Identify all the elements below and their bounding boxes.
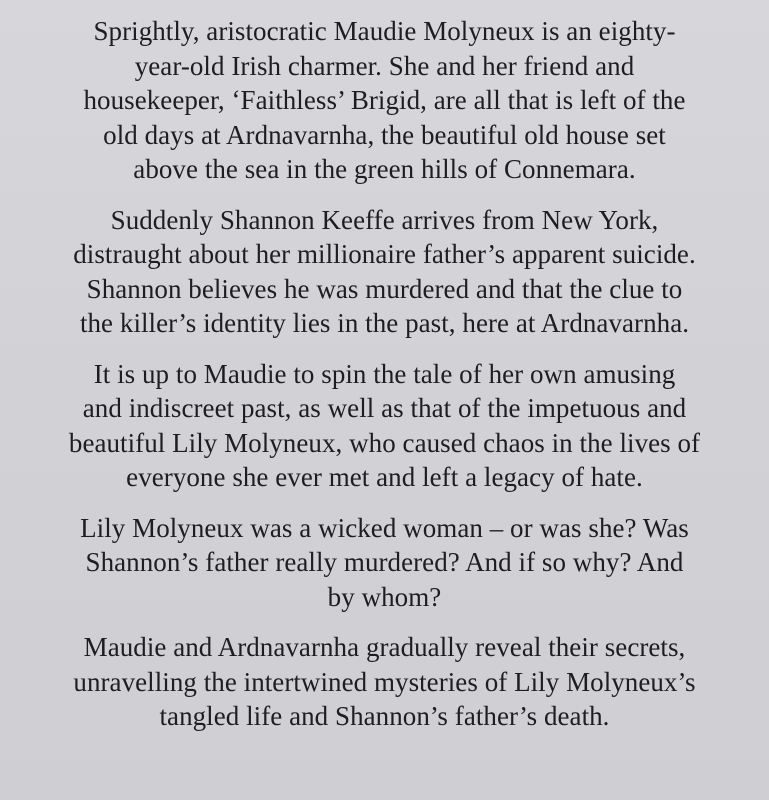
text-line: year-old Irish charmer. She and her friend and	[134, 50, 635, 81]
text-line: housekeeper, ‘Faithless’ Brigid, are all that is left of the	[83, 85, 686, 115]
text-line: tangled life and Shannon’s father’s death.	[159, 701, 610, 731]
text-line: by whom?	[327, 581, 442, 612]
blurb-text	[15, 14, 755, 734]
text-line: and indiscreet past, as well as that of the impetuous and	[82, 393, 687, 423]
text-line: beautiful Lily Molyneux, who caused chaos in the lives of	[68, 427, 701, 458]
text-line: Suddenly Shannon Keeffe arrives from New York,	[110, 204, 659, 235]
blurb-paragraph-4	[15, 511, 755, 615]
blurb-paragraph-5	[15, 630, 755, 734]
text-line: Maudie and Ardnavarnha gradually reveal their secrets,	[83, 632, 686, 662]
text-line: unravelling the intertwined mysteries of Lily Molyneux’s	[73, 666, 696, 697]
text-line: above the sea in the green hills of Connemara.	[133, 154, 636, 184]
text-line: It is up to Maudie to spin the tale of her own amusing	[93, 358, 676, 389]
text-line: everyone she ever met and left a legacy of hate.	[126, 462, 643, 492]
text-line: Sprightly, aristocratic Maudie Molyneux is an eighty-	[93, 16, 676, 46]
text-line: old days at Ardnavarnha, the beautiful old house set	[103, 119, 666, 150]
blurb-paragraph-3	[15, 357, 755, 495]
text-line: distraught about her millionaire father’s apparent suicide.	[73, 239, 696, 269]
text-line: the killer’s identity lies in the past, here at Ardnavarnha.	[79, 308, 690, 338]
blurb-paragraph-2	[15, 203, 755, 341]
text-line: Shannon believes he was murdered and that the clue to	[86, 273, 683, 304]
blurb-paragraph-1	[15, 14, 755, 187]
text-line: Shannon’s father really murdered? And if so why? And	[85, 547, 684, 577]
text-line: Lily Molyneux was a wicked woman – or was she? Was	[80, 512, 689, 543]
